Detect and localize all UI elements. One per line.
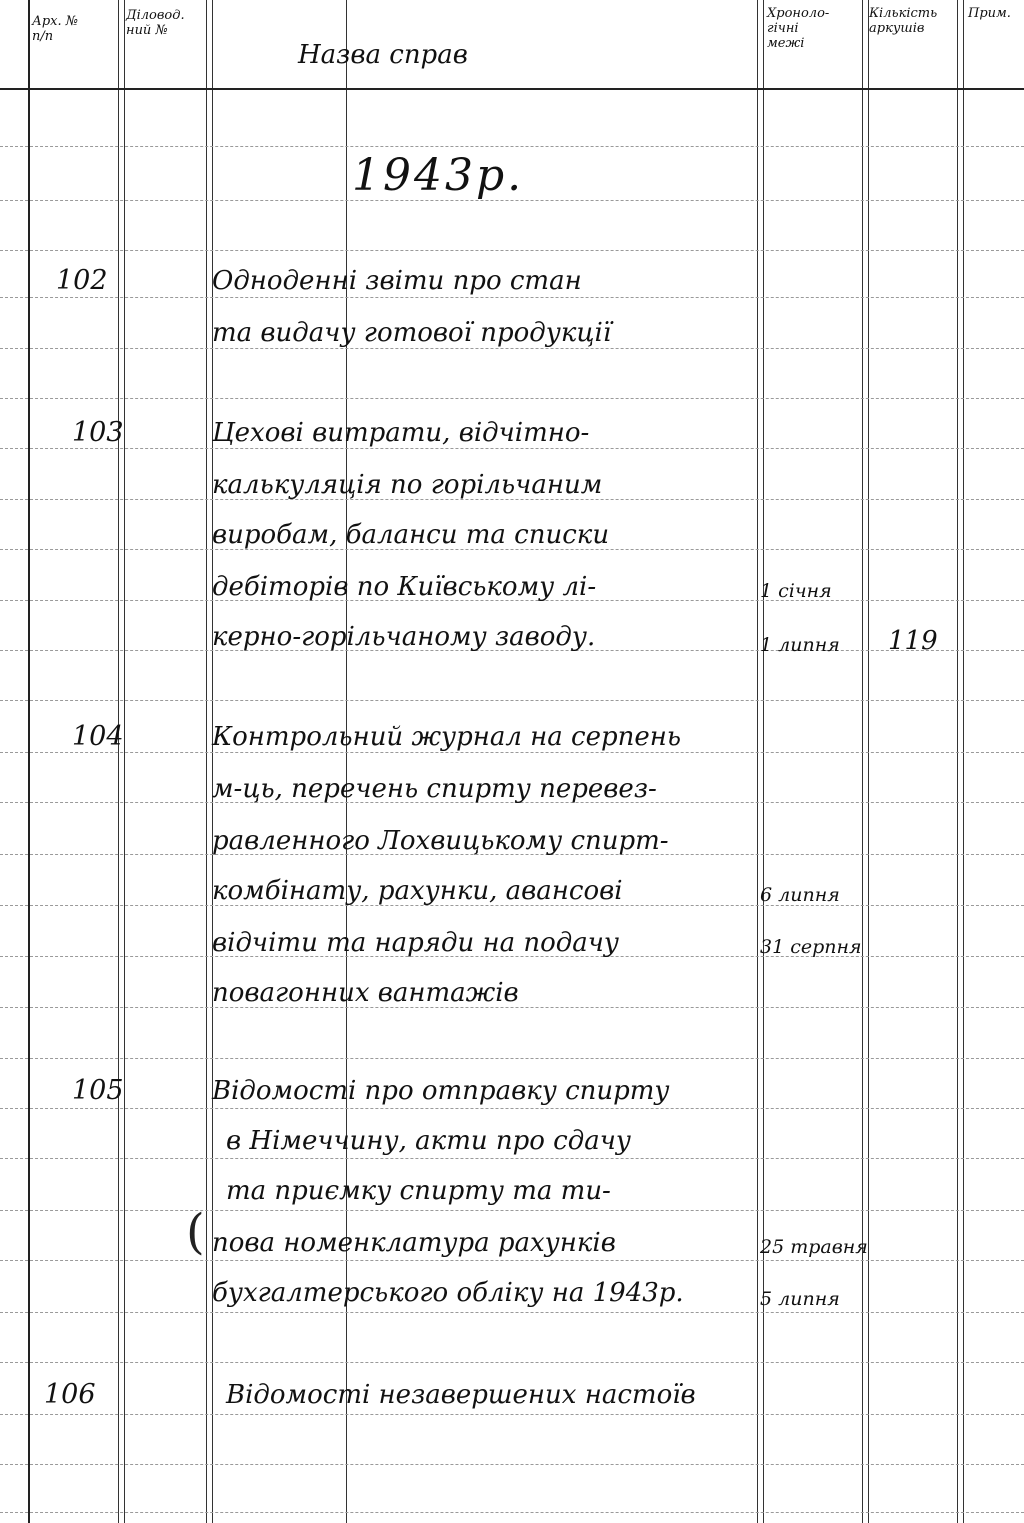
row-rule (0, 1058, 1024, 1059)
record-title-line: равленного Лохвицькому спирт- (212, 826, 669, 856)
record-title-line: м-ць, перечень спирту перевез- (212, 774, 657, 804)
record-number: 104 (72, 721, 124, 752)
row-rule (0, 1312, 1024, 1313)
row-rule (0, 146, 1024, 147)
row-rule (0, 448, 1024, 449)
header-notes: Прим. (968, 6, 1011, 21)
rule-sheets-col-double (868, 0, 869, 1523)
record-title-line: Відомості про отправку спирту (212, 1076, 670, 1106)
rule-archive-col (118, 0, 119, 1523)
year-heading: 1943р. (352, 150, 525, 201)
rule-archive-col-double (124, 0, 125, 1523)
record-title-line: Одноденні звіти про стан (212, 266, 582, 296)
record-number: 105 (72, 1075, 124, 1106)
date-end: 31 серпня (760, 936, 862, 958)
header-title: Назва справ (298, 40, 468, 70)
sheet-count: 119 (888, 626, 938, 656)
record-number: 103 (72, 417, 124, 448)
margin-bracket-mark: ( (186, 1204, 205, 1260)
record-title-line: калькуляція по горільчаним (212, 470, 603, 500)
row-rule (0, 752, 1024, 753)
header-office-number: Діловод. ний № (126, 8, 185, 38)
date-end: 5 липня (760, 1288, 840, 1310)
record-title-line: відчіти та наряди на подачу (212, 928, 619, 958)
record-title-line: Цехові витрати, відчітно- (212, 418, 590, 448)
rule-notes-col (957, 0, 958, 1523)
row-rule (0, 1158, 1024, 1159)
header-rule (0, 88, 1024, 90)
header-archive-number: Арх. № п/п (32, 14, 79, 44)
record-title-line: та видачу готової продукції (212, 318, 612, 348)
record-title-line: виробам, баланси та списки (212, 520, 610, 550)
row-rule (0, 1210, 1024, 1211)
record-number: 106 (44, 1379, 96, 1410)
row-rule (0, 297, 1024, 298)
rule-dates-col (757, 0, 758, 1523)
record-title-line: та приємку спирту та ти- (226, 1176, 611, 1206)
row-rule (0, 1108, 1024, 1109)
rule-left-margin (28, 0, 30, 1523)
row-rule (0, 398, 1024, 399)
record-title-line: комбінату, рахунки, авансові (212, 876, 623, 906)
rule-sheets-col (862, 0, 863, 1523)
record-title-line: Відомості незавершених настоїв (226, 1380, 696, 1410)
row-rule (0, 1464, 1024, 1465)
date-end: 1 липня (760, 634, 840, 656)
record-title-line: пова номенклатура рахунків (212, 1228, 616, 1258)
row-rule (0, 1260, 1024, 1261)
record-number: 102 (56, 265, 108, 296)
date-start: 1 січня (760, 580, 832, 602)
date-start: 6 липня (760, 884, 840, 906)
row-rule (0, 348, 1024, 349)
record-title-line: в Німеччину, акти про сдачу (226, 1126, 631, 1156)
row-rule (0, 1414, 1024, 1415)
header-sheets: Кількість аркушів (869, 6, 938, 36)
row-rule (0, 1362, 1024, 1363)
row-rule (0, 700, 1024, 701)
rule-notes-col-double (963, 0, 964, 1523)
rule-office-col (206, 0, 207, 1523)
record-title-line: повагонних вантажів (212, 978, 519, 1008)
row-rule (0, 250, 1024, 251)
header-dates: Хроноло- гічні межі (767, 6, 830, 51)
date-start: 25 травня (760, 1236, 868, 1258)
record-title-line: бухгалтерського обліку на 1943р. (212, 1278, 684, 1308)
row-rule (0, 1512, 1024, 1513)
record-title-line: керно-горільчаному заводу. (212, 622, 596, 652)
record-title-line: Контрольний журнал на серпень (212, 722, 682, 752)
record-title-line: дебіторів по Київському лі- (212, 572, 597, 602)
